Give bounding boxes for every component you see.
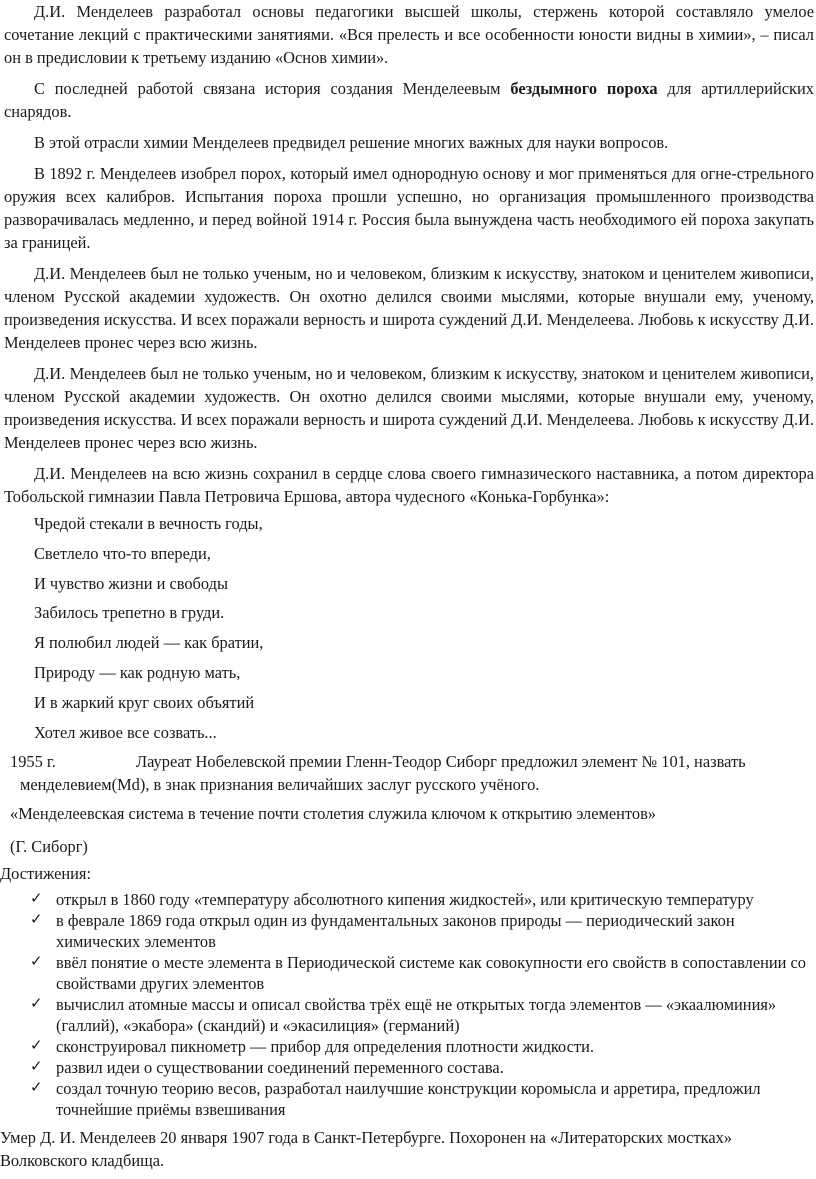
achievement-text: развил идеи о существовании соединений переменного состава. <box>56 1058 504 1078</box>
bold-term-smokeless-powder: бездымного пороха <box>510 79 658 98</box>
paragraph-smokeless-after: для артиллерийских снарядов. <box>4 79 814 121</box>
check-mark-icon: ✓ <box>30 1080 43 1097</box>
check-mark-icon: ✓ <box>30 1038 43 1055</box>
achievement-item <box>0 1078 816 1120</box>
seaborg-text-line2: менделевием(Md), в знак признания величайших заслуг русского учёного. <box>20 775 540 795</box>
poem-line: Забилось трепетно в груди. <box>34 603 225 623</box>
paragraph-smokeless-before: С последней работой связана история создания Менделеевым <box>34 79 511 98</box>
poem-line: Светлело что-то впереди, <box>34 543 211 563</box>
poem-line: И чувство жизни и свободы <box>34 573 228 593</box>
paragraph-art-2: Д.И. Менделеев был не только ученым, но и человеком, близким к искусству, знатоком и ценителем живописи, членом Русской академии художеств. Он охотно делился своими мыслями, которые внушали ему, ученому, произведения искусства. И всех поражали верность и широта суждений Д.И. Менделеева. Любовь к искусству Д.И. Менделеев пронес через всю жизнь. <box>4 364 814 452</box>
check-mark-icon: ✓ <box>30 954 43 971</box>
achievement-item <box>0 1057 816 1078</box>
paragraph-art-1: Д.И. Менделеев был не только ученым, но и человеком, близким к искусству, знатоком и ценителем живописи, членом Русской академии художеств. Он охотно делился своими мыслями, которые внушали ему, ученому, произведения искусства. И всех поражали верность и широта суждений Д.И. Менделеева. Любовь к искусству Д.И. Менделеев пронес через всю жизнь. <box>4 264 814 352</box>
achievements-title: Достижения: <box>0 864 92 884</box>
check-mark-icon: ✓ <box>30 891 43 908</box>
achievement-text: открыл в 1860 году «температуру абсолютного кипения жидкостей», или критическую температуру <box>56 890 754 910</box>
poem-line: Чредой стекали в вечность годы, <box>34 514 263 533</box>
achievement-text: в феврале 1869 года открыл один из фундаментальных законов природы — периодический закон химических элементов <box>56 911 735 952</box>
achievement-item <box>0 889 816 910</box>
seaborg-year: 1955 г. <box>10 752 56 772</box>
paragraph-pedagogy: Д.И. Менделеев разработал основы педагогики высшей школы, стержень которой составляло умелое сочетание лекций с практическими занятиями. «Вся прелесть и все особенности юности видны в химии», – писал он в предисловии к третьему изданию «Основ химии». <box>4 2 814 67</box>
check-mark-icon: ✓ <box>30 912 43 929</box>
achievement-text: вычислил атомные массы и описал свойства трёх ещё не открытых тогда элементов — «экаалюминия» (галлий), «экабора» (скандий) и «экасилиция» (германий) <box>56 995 777 1036</box>
achievement-item <box>0 1036 816 1057</box>
seaborg-quote: «Менделеевская система в течение почти столетия служила ключом к открытию элементов» <box>10 804 657 824</box>
check-mark-icon: ✓ <box>30 1059 43 1076</box>
paragraph-smokeless-powder <box>0 77 816 123</box>
paragraph-ershov: Д.И. Менделеев на всю жизнь сохранил в сердце слова своего гимназического наставника, а потом директора Тобольской гимназии Павла Петровича Ершова, автора чудесного «Конька-Горбунка»: <box>4 464 814 506</box>
achievement-item <box>0 910 816 952</box>
poem-line: Я полюбил людей — как братии, <box>34 633 264 653</box>
seaborg-text-line1: Лауреат Нобелевской премии Гленн-Теодор Сиборг предложил элемент № 101, назвать <box>136 752 746 772</box>
poem-line: Природу — как родную мать, <box>34 662 241 682</box>
achievement-text: создал точную теорию весов, разработал наилучшие конструкции коромысла и арретира, предложил точнейшие приёмы взвешивания <box>56 1079 761 1120</box>
achievement-text: ввёл понятие о месте элемента в Периодической системе как совокупности его свойств в сопоставлении со свойствами других элементов <box>56 953 806 994</box>
paragraph-1892-powder: В 1892 г. Менделеев изобрел порох, который имел однородную основу и мог применяться для огне-стрельного оружия всех калибров. Испытания пороха прошли успешно, но организация промышленного производства разворачивалась медленно, и перед войной 1914 г. Россия была вынуждена часть необходимого ей пороха закупать за границей. <box>4 164 814 252</box>
paragraph-chemistry-field: В этой отрасли химии Менделеев предвидел решение многих важных для науки вопросов. <box>34 133 669 152</box>
quote-source: (Г. Сиборг) <box>10 837 88 857</box>
poem-line: Хотел живое все созвать... <box>34 722 217 742</box>
seaborg-note <box>0 750 816 796</box>
check-mark-icon: ✓ <box>30 996 43 1013</box>
achievement-text: сконструировал пикнометр — прибор для определения плотности жидкости. <box>56 1037 594 1057</box>
poem <box>0 512 816 750</box>
achievements-list <box>0 889 816 1120</box>
paragraph-death: Умер Д. И. Менделеев 20 января 1907 года в Санкт-Петербурге. Похоронен на «Литераторских мостках» Волковского кладбища. <box>0 1128 733 1171</box>
achievement-item <box>0 952 816 994</box>
achievement-item <box>0 994 816 1036</box>
poem-line: И в жаркий круг своих объятий <box>34 692 255 712</box>
